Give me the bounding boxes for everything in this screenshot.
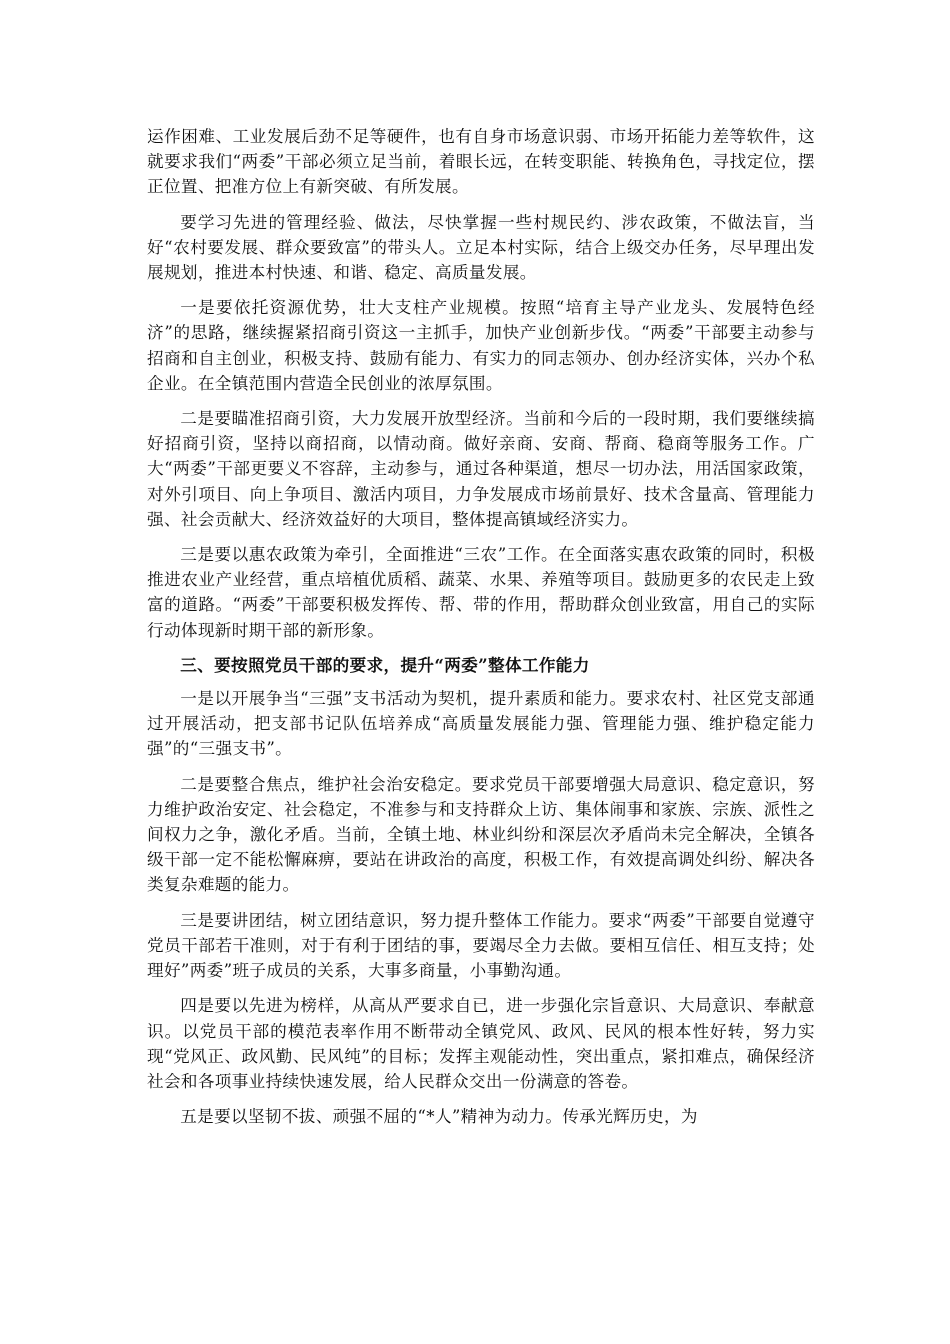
paragraph-2: 要学习先进的管理经验、做法，尽快掌握一些村规民约、涉农政策，不做法盲，当好“农村要发展、群众要致富”的带头人。立足本村实际，结合上级交办任务，尽早理出发展规划，推进本村快速、和谐、稳定、高质量发展。 [147, 212, 815, 283]
paragraph-3: 一是要依托资源优势，壮大支柱产业规模。按照“培育主导产业龙头、发展特色经济”的思路，继续握紧招商引资这一主抓手，加快产业创新步伐。“两委”干部要主动参与招商和自主创业，积极支持、鼓励有能力、有实力的同志领办、创办经济实体，兴办个私企业。在全镇范围内营造全民创业的浓厚氛围。 [147, 298, 815, 393]
section-heading: 三、要按照党员干部的要求，提升“两委”整体工作能力 [180, 654, 590, 675]
paragraph-5: 三是要以惠农政策为牵引，全面推进“三农”工作。在全面落实惠农政策的同时，积极推进农业产业经营，重点培植优质稻、蔬菜、水果、养殖等项目。鼓励更多的农民走上致富的道路。“两委”干部要积极发挥传、帮、带的作用，帮助群众创业致富，用自己的实际行动体现新时期干部的新形象。 [147, 545, 815, 640]
paragraph-1: 运作困难、工业发展后劲不足等硬件，也有自身市场意识弱、市场开拓能力差等软件，这就要求我们“两委”干部必须立足当前，着眼长远，在转变职能、转换角色，寻找定位，摆正位置、把准方位上有新突破、有所发展。 [147, 127, 815, 197]
paragraph-9: 四是要以先进为榜样，从高从严要求自已，进一步强化宗旨意识、大局意识、奉献意识。以党员干部的模范表率作用不断带动全镇党风、政风、民风的根本性好转，努力实现“党风正、政风勤、民风纯”的目标；发挥主观能动性，突出重点，紧扣难点，确保经济社会和各项事业持续快速发展，给人民群众交出一份满意的答卷。 [147, 996, 815, 1091]
paragraph-6: 一是以开展争当“三强”支书活动为契机，提升素质和能力。要求农村、社区党支部通过开展活动，把支部书记队伍培养成“高质量发展能力强、管理能力强、维护稳定能力强”的“三强支书”。 [147, 689, 815, 759]
paragraph-4: 二是要瞄准招商引资，大力发展开放型经济。当前和今后的一段时期，我们要继续搞好招商引资，坚持以商招商，以情动商。做好亲商、安商、帮商、稳商等服务工作。广大“两委”干部更要义不容辞，主动参与，通过各种渠道，想尽一切办法，用活国家政策，对外引项目、向上争项目、激活内项目，力争发展成市场前景好、技术含量高、管理能力强、社会贡献大、经济效益好的大项目，整体提高镇域经济实力。 [147, 409, 815, 529]
paragraph-7: 二是要整合焦点，维护社会治安稳定。要求党员干部要增强大局意识、稳定意识，努力维护政治安定、社会稳定，不准参与和支持群众上访、集体闹事和家族、宗族、派性之间权力之争，激化矛盾。当前，全镇土地、林业纠纷和深层次矛盾尚未完全解决，全镇各级干部一定不能松懈麻痹，要站在讲政治的高度，积极工作，有效提高调处纠纷、解决各类复杂难题的能力。 [147, 774, 815, 895]
paragraph-8: 三是要讲团结，树立团结意识，努力提升整体工作能力。要求“两委”干部要自觉遵守党员干部若干准则，对于有利于团结的事，要竭尽全力去做。要相互信任、相互支持；处理好”两委”班子成员的关系，大事多商量，小事勤沟通。 [147, 910, 815, 981]
document-page [147, 124, 815, 1139]
paragraph-10: 五是要以坚韧不拔、顽强不屈的“*人”精神为动力。传承光辉历史，为 [180, 1107, 698, 1127]
